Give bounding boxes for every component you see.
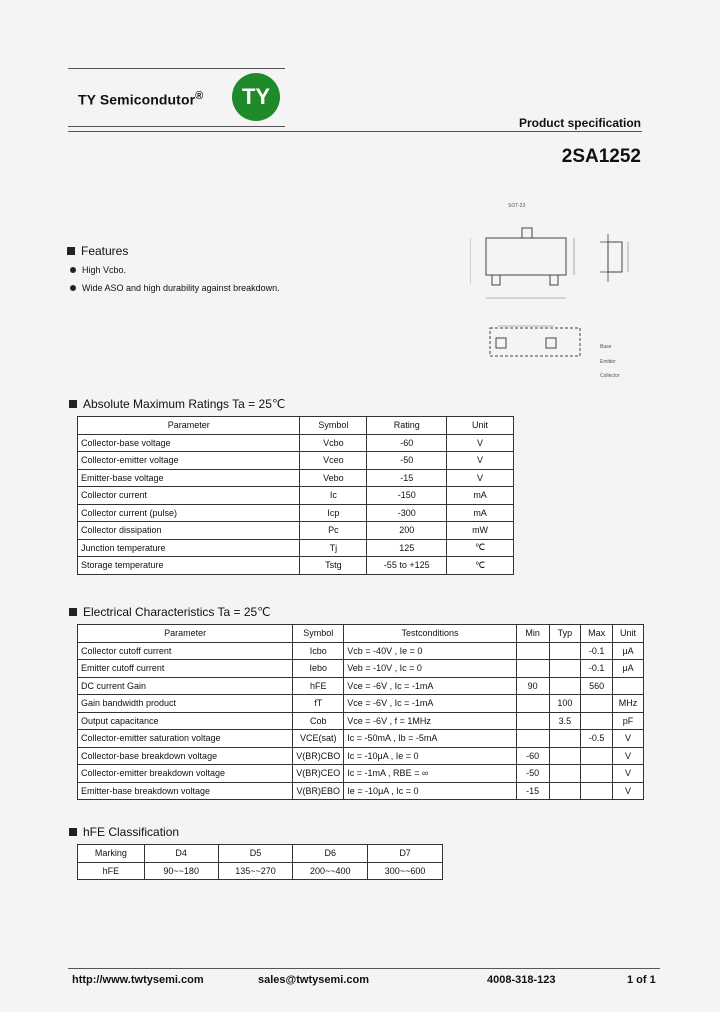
table-row xyxy=(78,557,514,575)
table-cell: 200~~400 xyxy=(293,862,368,880)
table-cell xyxy=(581,695,613,713)
table-cell: Vcbo xyxy=(300,434,367,452)
table-cell: Vceo xyxy=(300,452,367,470)
table-cell: Cob xyxy=(293,712,344,730)
column-header: Marking xyxy=(78,845,145,863)
table-cell: mA xyxy=(447,487,514,505)
table-cell: 135~~270 xyxy=(218,862,293,880)
registered-mark: ® xyxy=(195,90,204,102)
column-header: Rating xyxy=(367,417,447,435)
column-header: Parameter xyxy=(78,625,293,643)
table-row xyxy=(78,469,514,487)
table-cell: V xyxy=(613,765,644,783)
table-cell: V(BR)EBO xyxy=(293,782,344,800)
round-bullet-icon xyxy=(70,267,76,273)
table-cell xyxy=(516,712,549,730)
table-row xyxy=(78,747,644,765)
table-row xyxy=(78,522,514,540)
table-cell: -60 xyxy=(367,434,447,452)
table-cell: pF xyxy=(613,712,644,730)
table-cell: Veb = -10V , Ic = 0 xyxy=(344,660,516,678)
table-cell: Collector-emitter voltage xyxy=(78,452,300,470)
table-cell: hFE xyxy=(78,862,145,880)
table-cell: Tstg xyxy=(300,557,367,575)
elec-char-title xyxy=(69,605,271,619)
square-bullet-icon xyxy=(69,400,77,408)
table-cell xyxy=(516,695,549,713)
column-header: Unit xyxy=(447,417,514,435)
table-cell: V(BR)CEO xyxy=(293,765,344,783)
round-bullet-icon xyxy=(70,285,76,291)
table-cell: Output capacitance xyxy=(78,712,293,730)
table-row xyxy=(78,452,514,470)
table-cell: DC current Gain xyxy=(78,677,293,695)
elec-char-table xyxy=(77,624,644,800)
table-cell: 90~~180 xyxy=(144,862,218,880)
square-bullet-icon xyxy=(67,247,75,255)
table-cell: μA xyxy=(613,660,644,678)
abs-max-title-text: Absolute Maximum Ratings Ta = 25℃ xyxy=(83,397,286,411)
table-row xyxy=(78,677,644,695)
elec-char-table-body xyxy=(78,642,644,800)
table-cell: -15 xyxy=(516,782,549,800)
features-title xyxy=(67,244,128,258)
table-row xyxy=(78,695,644,713)
table-cell xyxy=(549,730,581,748)
column-header: Typ xyxy=(549,625,581,643)
table-cell: Vce = -6V , f = 1MHz xyxy=(344,712,516,730)
table-cell: Ic = -50mA , Ib = -5mA xyxy=(344,730,516,748)
table-cell: V xyxy=(613,782,644,800)
hfe-class-title xyxy=(69,825,179,839)
table-cell xyxy=(613,677,644,695)
table-cell xyxy=(549,765,581,783)
table-cell: mW xyxy=(447,522,514,540)
header-mid-rule xyxy=(68,126,285,127)
table-cell: V(BR)CBO xyxy=(293,747,344,765)
abs-max-table-body xyxy=(78,434,514,574)
page-number: 1 of 1 xyxy=(627,974,656,986)
table-cell: fT xyxy=(293,695,344,713)
table-cell: ℃ xyxy=(447,539,514,557)
table-cell: -150 xyxy=(367,487,447,505)
table-cell: VCE(sat) xyxy=(293,730,344,748)
table-cell: Collector cutoff current xyxy=(78,642,293,660)
feature-item xyxy=(70,283,280,293)
table-cell: 560 xyxy=(581,677,613,695)
square-bullet-icon xyxy=(69,608,77,616)
feature-text: High Vcbo. xyxy=(82,265,127,275)
hfe-class-table xyxy=(77,844,443,880)
table-header-row xyxy=(78,625,644,643)
table-row xyxy=(78,730,644,748)
pin-label-emitter: Emitter xyxy=(600,359,616,365)
table-cell: Collector current (pulse) xyxy=(78,504,300,522)
column-header: D5 xyxy=(218,845,293,863)
square-bullet-icon xyxy=(69,828,77,836)
table-cell: -60 xyxy=(516,747,549,765)
logo-text: TY xyxy=(241,84,271,109)
company-name xyxy=(78,90,203,108)
table-cell xyxy=(581,782,613,800)
table-cell: Collector-emitter saturation voltage xyxy=(78,730,293,748)
abs-max-table xyxy=(77,416,514,575)
table-row xyxy=(78,712,644,730)
table-cell: Vcb = -40V , Ie = 0 xyxy=(344,642,516,660)
table-row xyxy=(78,504,514,522)
column-header: Symbol xyxy=(300,417,367,435)
hfe-class-table-body xyxy=(78,862,443,880)
email-link[interactable]: sales@twtysemi.com xyxy=(258,974,369,986)
header-top-rule xyxy=(68,68,285,69)
table-cell: Ic = -10μA , Ie = 0 xyxy=(344,747,516,765)
package-name: SOT-23 xyxy=(508,203,526,209)
package-outline-drawing xyxy=(470,198,640,383)
part-number: 2SA1252 xyxy=(561,146,641,167)
table-cell: Ic = -1mA , RBE = ∞ xyxy=(344,765,516,783)
feature-text: Wide ASO and high durability against breakdown. xyxy=(82,283,280,293)
company-logo xyxy=(232,73,280,121)
table-cell: Emitter-base voltage xyxy=(78,469,300,487)
table-cell: -300 xyxy=(367,504,447,522)
table-cell: Icbo xyxy=(293,642,344,660)
table-cell xyxy=(581,712,613,730)
table-cell: 300~~600 xyxy=(368,862,443,880)
table-cell: 3.5 xyxy=(549,712,581,730)
table-cell: 200 xyxy=(367,522,447,540)
table-cell: Vce = -6V , Ic = -1mA xyxy=(344,695,516,713)
table-cell: Collector-base voltage xyxy=(78,434,300,452)
table-cell xyxy=(549,660,581,678)
abs-max-title xyxy=(69,397,285,411)
table-header-row xyxy=(78,417,514,435)
table-cell: Gain bandwidth product xyxy=(78,695,293,713)
table-cell: hFE xyxy=(293,677,344,695)
table-cell: Collector-emitter breakdown voltage xyxy=(78,765,293,783)
table-cell: Vebo xyxy=(300,469,367,487)
table-cell: -0.5 xyxy=(581,730,613,748)
table-row xyxy=(78,642,644,660)
table-cell: Collector current xyxy=(78,487,300,505)
table-cell: Collector dissipation xyxy=(78,522,300,540)
table-cell: 90 xyxy=(516,677,549,695)
table-cell: Iebo xyxy=(293,660,344,678)
pin-label-base: Base xyxy=(600,344,612,350)
table-cell xyxy=(549,677,581,695)
table-cell: -50 xyxy=(367,452,447,470)
table-cell: Icp xyxy=(300,504,367,522)
table-cell xyxy=(516,660,549,678)
hfe-class-title-text: hFE Classification xyxy=(83,825,180,839)
table-cell: 100 xyxy=(549,695,581,713)
pin-label-collector: Collector xyxy=(600,373,620,379)
table-cell: mA xyxy=(447,504,514,522)
table-cell: -55 to +125 xyxy=(367,557,447,575)
table-row xyxy=(78,434,514,452)
table-cell: MHz xyxy=(613,695,644,713)
table-cell: V xyxy=(447,452,514,470)
table-row xyxy=(78,782,644,800)
table-cell: Pc xyxy=(300,522,367,540)
table-cell: V xyxy=(447,434,514,452)
table-cell: μA xyxy=(613,642,644,660)
table-cell xyxy=(549,782,581,800)
table-cell: Ic xyxy=(300,487,367,505)
table-header-row xyxy=(78,845,443,863)
table-row xyxy=(78,487,514,505)
feature-item xyxy=(70,265,126,275)
column-header: Max xyxy=(581,625,613,643)
company-name-text: TY Semicondutor xyxy=(78,91,196,108)
table-cell xyxy=(581,765,613,783)
table-cell: Ie = -10μA , Ic = 0 xyxy=(344,782,516,800)
column-header: Min xyxy=(516,625,549,643)
table-cell xyxy=(549,747,581,765)
table-cell: Vce = -6V , Ic = -1mA xyxy=(344,677,516,695)
table-cell: Tj xyxy=(300,539,367,557)
column-header: Parameter xyxy=(78,417,300,435)
table-cell: -0.1 xyxy=(581,660,613,678)
phone-number: 4008-318-123 xyxy=(487,974,556,986)
elec-char-title-text: Electrical Characteristics Ta = 25℃ xyxy=(83,605,271,619)
column-header: D4 xyxy=(144,845,218,863)
header-bottom-rule xyxy=(68,131,642,132)
table-cell: Emitter cutoff current xyxy=(78,660,293,678)
features-title-text: Features xyxy=(81,244,129,258)
table-cell: V xyxy=(613,747,644,765)
table-cell: V xyxy=(613,730,644,748)
table-cell xyxy=(516,730,549,748)
table-cell: Emitter-base breakdown voltage xyxy=(78,782,293,800)
website-link[interactable]: http://www.twtysemi.com xyxy=(72,974,204,986)
footer-rule xyxy=(68,968,660,969)
table-row xyxy=(78,539,514,557)
table-cell: -15 xyxy=(367,469,447,487)
table-cell: Storage temperature xyxy=(78,557,300,575)
table-cell xyxy=(549,642,581,660)
table-cell: -50 xyxy=(516,765,549,783)
column-header: Testconditions xyxy=(344,625,516,643)
product-spec-label: Product specification xyxy=(518,116,641,130)
column-header: Symbol xyxy=(293,625,344,643)
table-cell: V xyxy=(447,469,514,487)
table-cell: Collector-base breakdown voltage xyxy=(78,747,293,765)
table-cell: -0.1 xyxy=(581,642,613,660)
column-header: Unit xyxy=(613,625,644,643)
column-header: D7 xyxy=(368,845,443,863)
table-row xyxy=(78,765,644,783)
table-cell: ℃ xyxy=(447,557,514,575)
table-cell: 125 xyxy=(367,539,447,557)
table-cell xyxy=(581,747,613,765)
table-row xyxy=(78,862,443,880)
table-cell: Junction temperature xyxy=(78,539,300,557)
table-row xyxy=(78,660,644,678)
column-header: D6 xyxy=(293,845,368,863)
table-cell xyxy=(516,642,549,660)
